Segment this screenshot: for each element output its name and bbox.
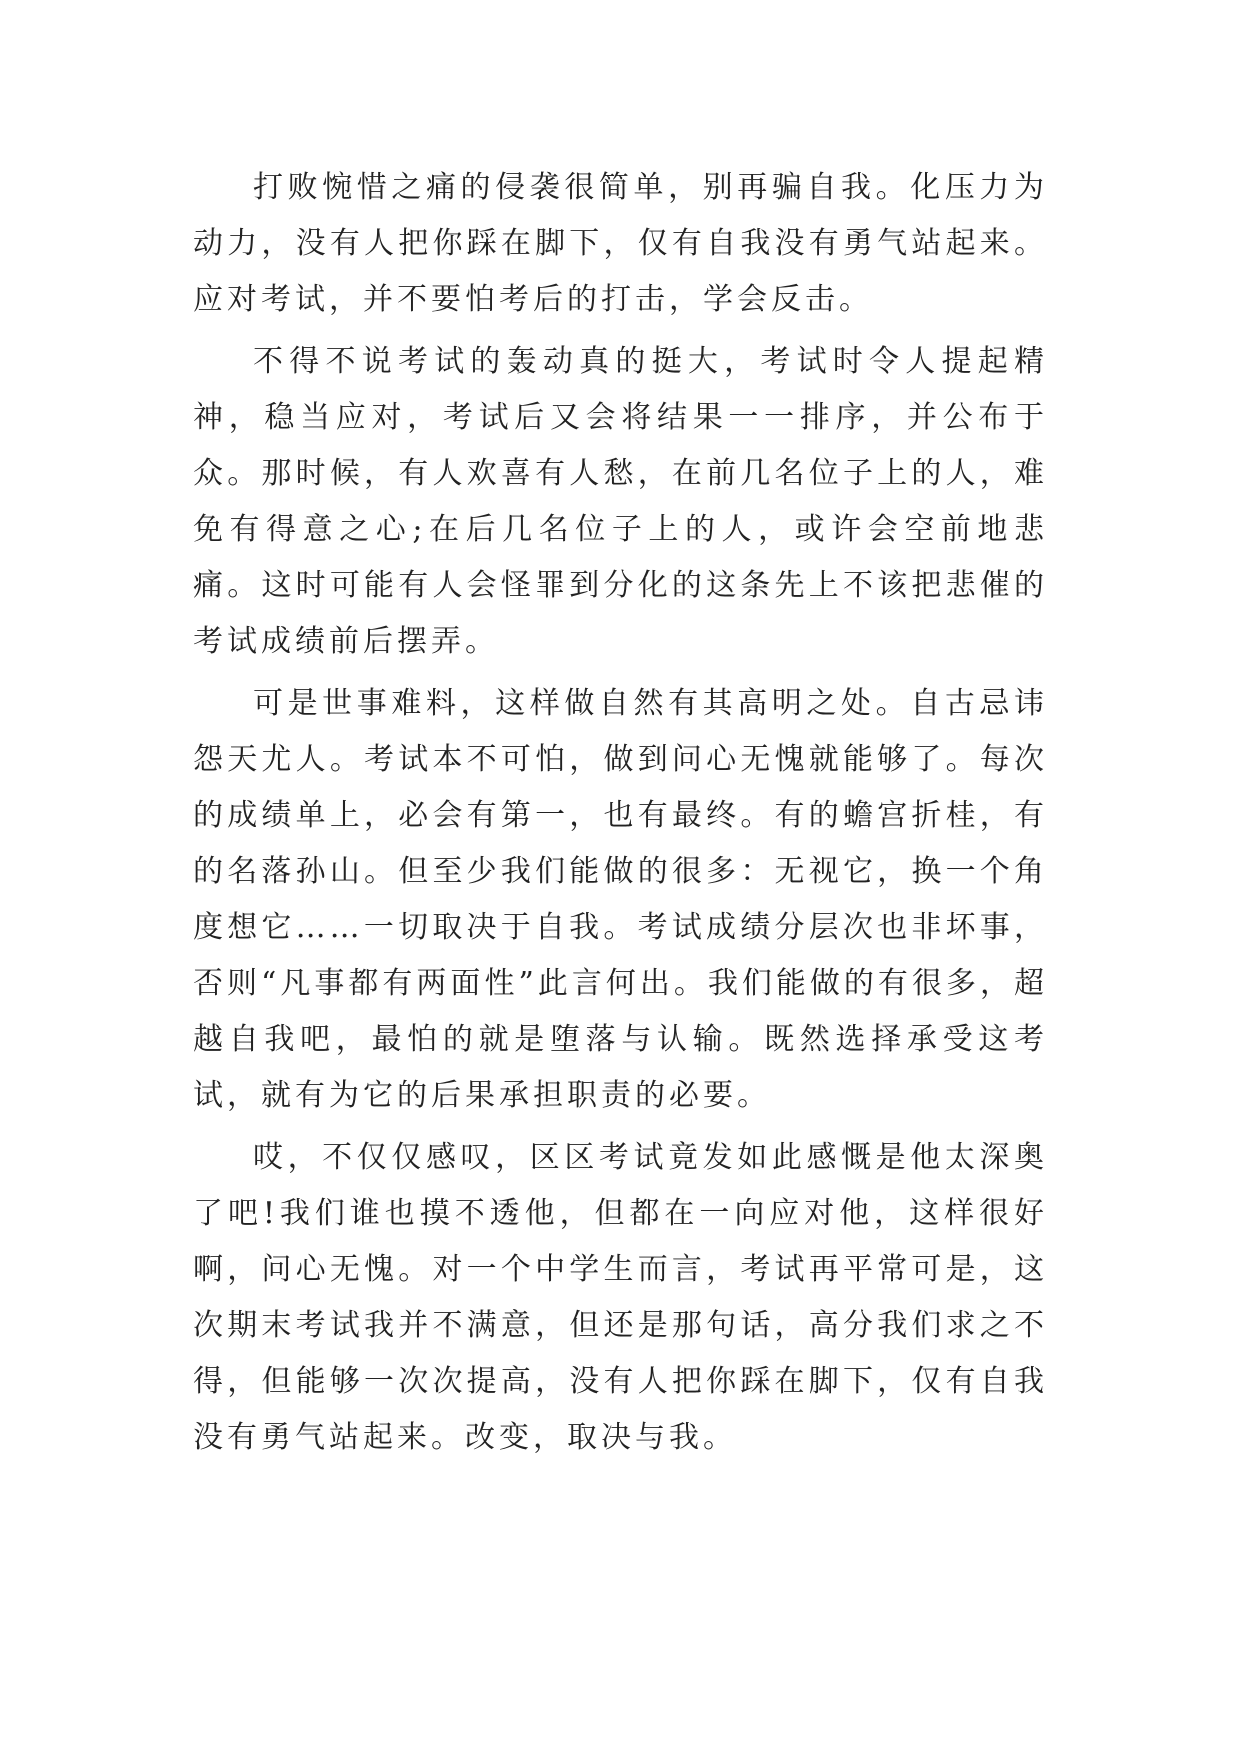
document-body [193,160,1048,1472]
paragraph-4: 哎，不仅仅感叹，区区考试竟发如此感慨是他太深奥了吧!我们谁也摸不透他，但都在一向应对他，这样很好啊，问心无愧。对一个中学生而言，考试再平常可是，这次期末考试我并不满意，但还是那句话，高分我们求之不得，但能够一次次提高，没有人把你踩在脚下，仅有自我没有勇气站起来。改变，取决与我。 [193,1140,1048,1455]
paragraph-2: 不得不说考试的轰动真的挺大，考试时令人提起精神，稳当应对，考试后又会将结果一一排序，并公布于众。那时候，有人欢喜有人愁，在前几名位子上的人，难免有得意之心;在后几名位子上的人，或许会空前地悲痛。这时可能有人会怪罪到分化的这条先上不该把悲催的考试成绩前后摆弄。 [193,344,1048,659]
paragraph-3: 可是世事难料，这样做自然有其高明之处。自古忌讳怨天尤人。考试本不可怕，做到问心无愧就能够了。每次的成绩单上，必会有第一，也有最终。有的蟾宫折桂，有的名落孙山。但至少我们能做的很多：无视它，换一个角度想它……一切取决于自我。考试成绩分层次也非坏事，否则“凡事都有两面性”此言何出。我们能做的有很多，超越自我吧，最怕的就是堕落与认输。既然选择承受这考试，就有为它的后果承担职责的必要。 [193,686,1048,1113]
paragraph-1: 打败惋惜之痛的侵袭很简单，别再骗自我。化压力为动力，没有人把你踩在脚下，仅有自我没有勇气站起来。应对考试，并不要怕考后的打击，学会反击。 [193,170,1048,317]
